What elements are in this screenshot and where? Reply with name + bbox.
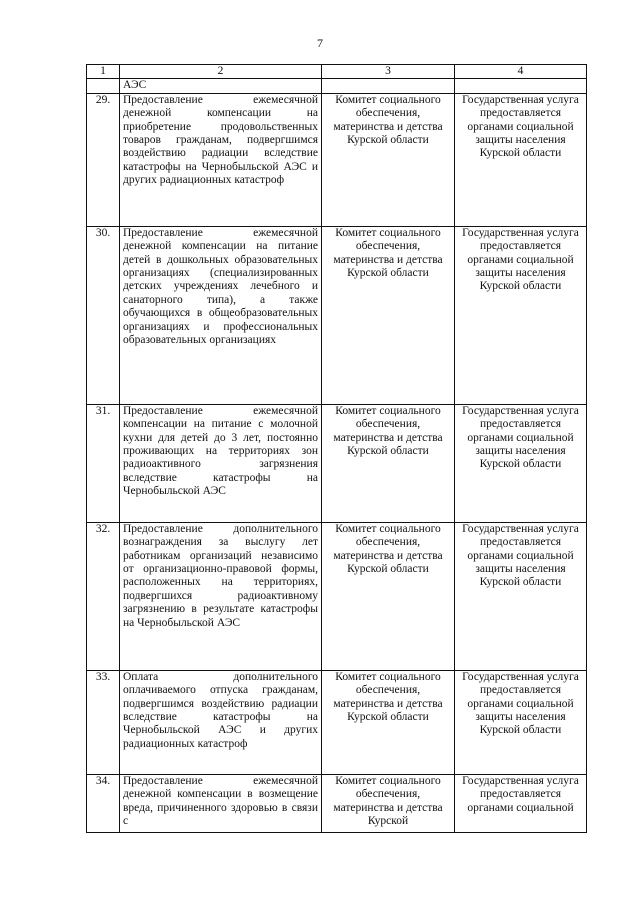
table-header-row [87, 65, 587, 79]
num-cell: 33. [87, 670, 120, 774]
description-cell: АЭС [120, 79, 322, 93]
authority-cell: Комитет социального обеспечения, материнства и детства Курской области [322, 226, 455, 404]
authority-cell: Комитет социального обеспечения, материнства и детства Курской [322, 774, 455, 832]
num-cell: 29. [87, 93, 120, 226]
note-cell: Государственная услуга предоставляется органами социальной защиты населения Курской области [455, 522, 587, 670]
description-cell: Предоставление дополнительного вознаграждения за выслугу лет работникам организаций независимо от организационно-правовой формы, расположенных на территориях, подвергшихся радиоактивному загрязнению в результате катастрофы на Чернобыльской АЭС [120, 522, 322, 670]
authority-cell: Комитет социального обеспечения, материнства и детства Курской области [322, 93, 455, 226]
table-row [87, 93, 587, 226]
authority-cell: Комитет социального обеспечения, материнства и детства Курской области [322, 670, 455, 774]
table-row [87, 774, 587, 832]
authority-cell: Комитет социального обеспечения, материнства и детства Курской области [322, 522, 455, 670]
note-cell: Государственная услуга предоставляется органами социальной защиты населения Курской области [455, 226, 587, 404]
note-cell [455, 79, 587, 93]
num-cell: 34. [87, 774, 120, 832]
table-row [87, 404, 587, 522]
header-cell: 3 [322, 65, 455, 79]
description-cell: Предоставление ежемесячной денежной компенсации на приобретение продовольственных товаров гражданам, подвергшимся воздействию радиации вследствие катастрофы на Чернобыльской АЭС и других радиационных катастроф [120, 93, 322, 226]
note-cell: Государственная услуга предоставляется органами социальной защиты населения Курской области [455, 670, 587, 774]
description-cell: Предоставление ежемесячной компенсации на питание с молочной кухни для детей до 3 лет, постоянно проживающих на территориях зон радиоактивного загрязнения вследствие катастрофы на Чернобыльской АЭС [120, 404, 322, 522]
authority-cell [322, 79, 455, 93]
table-row [87, 226, 587, 404]
note-cell: Государственная услуга предоставляется органами социальной защиты населения Курской области [455, 404, 587, 522]
header-cell: 2 [120, 65, 322, 79]
authority-cell: Комитет социального обеспечения, материнства и детства Курской области [322, 404, 455, 522]
header-cell: 4 [455, 65, 587, 79]
header-cell: 1 [87, 65, 120, 79]
description-cell: Оплата дополнительного оплачиваемого отпуска гражданам, подвергшимся воздействию радиации вследствие катастрофы на Чернобыльской АЭС и других радиационных катастроф [120, 670, 322, 774]
note-cell: Государственная услуга предоставляется органами социальной [455, 774, 587, 832]
table-row-continuation [87, 79, 587, 93]
table-row [87, 670, 587, 774]
description-cell: Предоставление ежемесячной денежной компенсации на питание детей в дошкольных образовательных организациях (специализированных детских учреждениях лечебного и санаторного типа), а также обучающихся в общеобразовательных организациях и профессиональных образовательных организациях [120, 226, 322, 404]
num-cell: 30. [87, 226, 120, 404]
num-cell: 32. [87, 522, 120, 670]
services-table [86, 64, 587, 833]
note-cell: Государственная услуга предоставляется органами социальной защиты населения Курской области [455, 93, 587, 226]
description-cell: Предоставление ежемесячной денежной компенсации в возмещение вреда, причиненного здоровью в связи с [120, 774, 322, 832]
page-number: 7 [317, 36, 323, 50]
table-row [87, 522, 587, 670]
num-cell [87, 79, 120, 93]
num-cell: 31. [87, 404, 120, 522]
